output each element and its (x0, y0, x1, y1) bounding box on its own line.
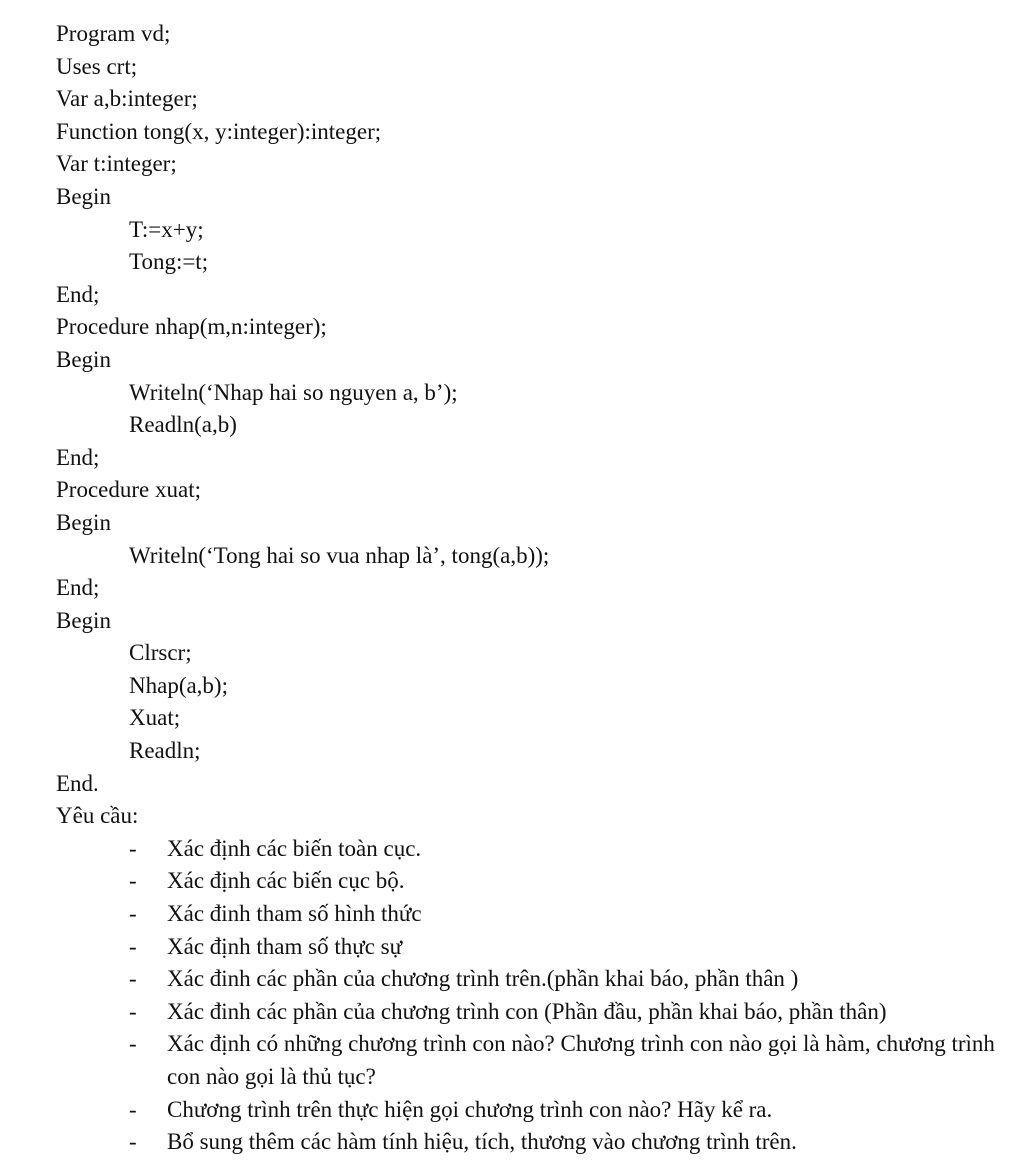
requirement-text: Chương trình trên thực hiện gọi chương trình con nào? Hãy kể ra. (167, 1096, 773, 1122)
code-line: Var a,b:integer; (56, 86, 198, 112)
bullet-dash: - (129, 998, 137, 1024)
code-line: Begin (56, 183, 111, 209)
code-line: Procedure nhap(m,n:integer); (56, 314, 327, 340)
requirement-item (56, 898, 1007, 931)
bullet-dash: - (129, 966, 137, 992)
requirement-text: Xác đinh tham số hình thức (167, 901, 422, 927)
bullet-dash: - (129, 1129, 137, 1155)
code-line: Var t:integer; (56, 151, 177, 177)
code-line: End. (56, 770, 99, 796)
requirement-text: Xác định tham số thực sự (167, 933, 403, 959)
requirement-item (56, 1094, 1007, 1127)
requirements-list (56, 833, 1006, 1159)
requirement-item (56, 833, 1007, 866)
document (56, 18, 1006, 1159)
bullet-dash: - (129, 1096, 137, 1122)
bullet-dash: - (129, 933, 137, 959)
code-listing (56, 18, 1006, 800)
code-line: Program vd; (56, 21, 171, 46)
code-line: Nhap(a,b); (129, 672, 228, 698)
requirements-title: Yêu cầu: (56, 803, 139, 829)
code-line: Begin (56, 607, 111, 633)
code-line: Tong:=t; (129, 249, 209, 275)
code-line: Xuat; (129, 705, 181, 731)
bullet-dash: - (129, 835, 137, 861)
bullet-dash: - (129, 901, 137, 927)
code-line: Procedure xuat; (56, 477, 201, 503)
requirement-text: Xác định có những chương trình con nào? Chương trình con nào gọi là hàm, chương trình con nào gọi là thủ tục? (167, 1031, 995, 1089)
code-line: Uses crt; (56, 53, 138, 79)
code-line: Readln(a,b) (129, 412, 237, 438)
code-line: End; (56, 444, 100, 470)
requirement-text: Xác đinh các phần của chương trình trên.(phần khai báo, phần thân ) (167, 966, 799, 992)
requirement-item (56, 865, 1007, 898)
code-line: Clrscr; (129, 640, 192, 666)
code-line: End; (56, 575, 100, 601)
bullet-dash: - (129, 1031, 137, 1057)
bullet-dash: - (129, 868, 137, 894)
code-line: Begin (56, 346, 111, 372)
code-line: End; (56, 281, 100, 307)
code-line: Readln; (129, 738, 201, 764)
requirement-item (56, 996, 1007, 1029)
requirement-item (56, 1126, 1007, 1159)
requirement-text: Xác đinh các phần của chương trình con (Phần đầu, phần khai báo, phần thân) (167, 998, 887, 1024)
requirement-item (56, 1028, 1007, 1093)
code-line: Begin (56, 509, 111, 535)
requirement-text: Bổ sung thêm các hàm tính hiệu, tích, thương vào chương trình trên. (167, 1129, 797, 1155)
requirement-item (56, 963, 1007, 996)
code-line: Writeln(‘Tong hai so vua nhap là’, tong(a,b)); (129, 542, 550, 568)
requirement-item (56, 931, 1007, 964)
code-line: Function tong(x, y:integer):integer; (56, 118, 382, 144)
requirement-text: Xác định các biến cục bộ. (167, 868, 405, 894)
requirement-text: Xác định các biến toàn cục. (167, 835, 422, 861)
code-line: Writeln(‘Nhap hai so nguyen a, b’); (129, 379, 458, 405)
code-line: T:=x+y; (129, 216, 204, 242)
